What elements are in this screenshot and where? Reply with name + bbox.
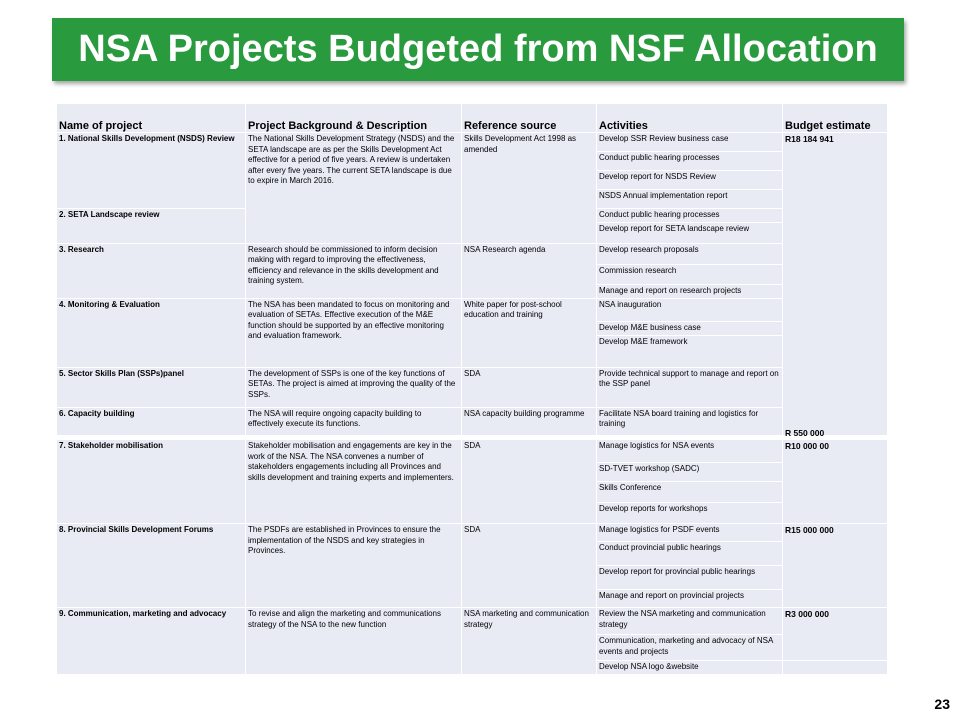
- header-activities: Activities: [597, 104, 783, 133]
- budget-table-continued: [56, 439, 888, 675]
- project-activity: NSA inauguration: [597, 298, 783, 321]
- table-row: [57, 133, 888, 152]
- budget-empty-cell: [783, 661, 888, 675]
- project-activity: Skills Conference: [597, 482, 783, 503]
- project-activity: Develop research proposals: [597, 243, 783, 264]
- project-name: 8. Provincial Skills Development Forums: [57, 524, 246, 608]
- project-activity: Communication, marketing and advocacy of NSA events and projects: [597, 635, 783, 661]
- project-activity: Review the NSA marketing and communication strategy: [597, 608, 783, 635]
- project-background: The PSDFs are established in Provinces to ensure the implementation of the NSDS and key strategies in Provinces.: [246, 524, 462, 608]
- project-activity: Develop report for SETA landscape review: [597, 222, 783, 243]
- project-name: 6. Capacity building: [57, 407, 246, 435]
- budget-estimate: R15 000 000: [783, 524, 888, 608]
- project-reference: NSA capacity building programme: [462, 407, 597, 435]
- table-row: [57, 298, 888, 321]
- table-row: [57, 407, 888, 435]
- project-background: The NSA will require ongoing capacity building to effectively execute its functions.: [246, 407, 462, 435]
- project-name: 4. Monitoring & Evaluation: [57, 298, 246, 367]
- project-activity: SD-TVET workshop (SADC): [597, 463, 783, 482]
- project-reference: NSA marketing and communication strategy: [462, 608, 597, 675]
- table-row: [57, 243, 888, 264]
- header-name: Name of project: [57, 104, 246, 133]
- project-activity: Commission research: [597, 264, 783, 284]
- project-activity: Conduct public hearing processes: [597, 209, 783, 223]
- project-background: The development of SSPs is one of the key functions of SETAs. The project is aimed at improving the quality of the SSPs.: [246, 367, 462, 407]
- project-activity: Conduct public hearing processes: [597, 152, 783, 171]
- table-row: [57, 524, 888, 542]
- budget-capacity-building: R 550 000: [785, 428, 825, 438]
- table-row: [57, 608, 888, 635]
- project-reference: SDA: [462, 367, 597, 407]
- project-activity: Develop reports for workshops: [597, 503, 783, 524]
- project-background: Research should be commissioned to inform decision making with regard to improving the effectiveness, efficiency and relevance in the skills development and training system.: [246, 243, 462, 298]
- project-activity: Develop M&E framework: [597, 335, 783, 367]
- table-header-row: [57, 104, 888, 133]
- header-budget: Budget estimate: [783, 104, 888, 133]
- project-reference: SDA: [462, 440, 597, 524]
- project-activity: Facilitate NSA board training and logistics for training: [597, 407, 783, 435]
- page-number: 23: [934, 696, 950, 712]
- project-activity: Develop SSR Review business case: [597, 133, 783, 152]
- project-name: 9. Communication, marketing and advocacy: [57, 608, 246, 675]
- project-activity: Conduct provincial public hearings: [597, 542, 783, 566]
- project-name: 3. Research: [57, 243, 246, 298]
- budget-estimate: R10 000 00: [783, 440, 888, 524]
- project-activity: Develop M&E business case: [597, 321, 783, 335]
- project-activity: Manage logistics for PSDF events: [597, 524, 783, 542]
- project-activity: Provide technical support to manage and report on the SSP panel: [597, 367, 783, 407]
- table-row: [57, 367, 888, 407]
- project-activity: NSDS Annual implementation report: [597, 190, 783, 209]
- slide-title: NSA Projects Budgeted from NSF Allocation: [52, 18, 904, 81]
- project-background: The National Skills Development Strategy (NSDS) and the SETA landscape are as per the Skills Development Act effective for a period of five years. A review is undertaken after every five years. The current SETA landscape is due to expire in March 2016.: [246, 133, 462, 244]
- project-name: 1. National Skills Development (NSDS) Review: [57, 133, 246, 209]
- project-activity: Develop report for provincial public hearings: [597, 566, 783, 590]
- project-background: To revise and align the marketing and communications strategy of the NSA to the new function: [246, 608, 462, 675]
- project-background: Stakeholder mobilisation and engagements are key in the work of the NSA. The NSA convenes a number of stakeholders engagements including all Provinces and skills development and training experts and implementers.: [246, 440, 462, 524]
- project-reference: White paper for post-school education and training: [462, 298, 597, 367]
- project-name: 2. SETA Landscape review: [57, 209, 246, 244]
- budget-estimate: R3 000 000: [783, 608, 888, 661]
- project-activity: Develop NSA logo &website: [597, 661, 783, 675]
- header-background: Project Background & Description: [246, 104, 462, 133]
- project-activity: Manage and report on research projects: [597, 284, 783, 298]
- budget-table: [56, 103, 888, 436]
- project-name: 7. Stakeholder mobilisation: [57, 440, 246, 524]
- project-activity: Manage and report on provincial projects: [597, 590, 783, 608]
- table-row: [57, 440, 888, 463]
- budget-estimate: R18 184 941: [783, 133, 888, 436]
- project-activity: Manage logistics for NSA events: [597, 440, 783, 463]
- project-activity: Develop report for NSDS Review: [597, 171, 783, 190]
- project-name: 5. Sector Skills Plan (SSPs)panel: [57, 367, 246, 407]
- project-reference: Skills Development Act 1998 as amended: [462, 133, 597, 244]
- project-background: The NSA has been mandated to focus on monitoring and evaluation of SETAs. Effective execution of the M&E function should be supported by an effective monitoring and evaluation framework.: [246, 298, 462, 367]
- header-reference: Reference source: [462, 104, 597, 133]
- project-reference: SDA: [462, 524, 597, 608]
- project-reference: NSA Research agenda: [462, 243, 597, 298]
